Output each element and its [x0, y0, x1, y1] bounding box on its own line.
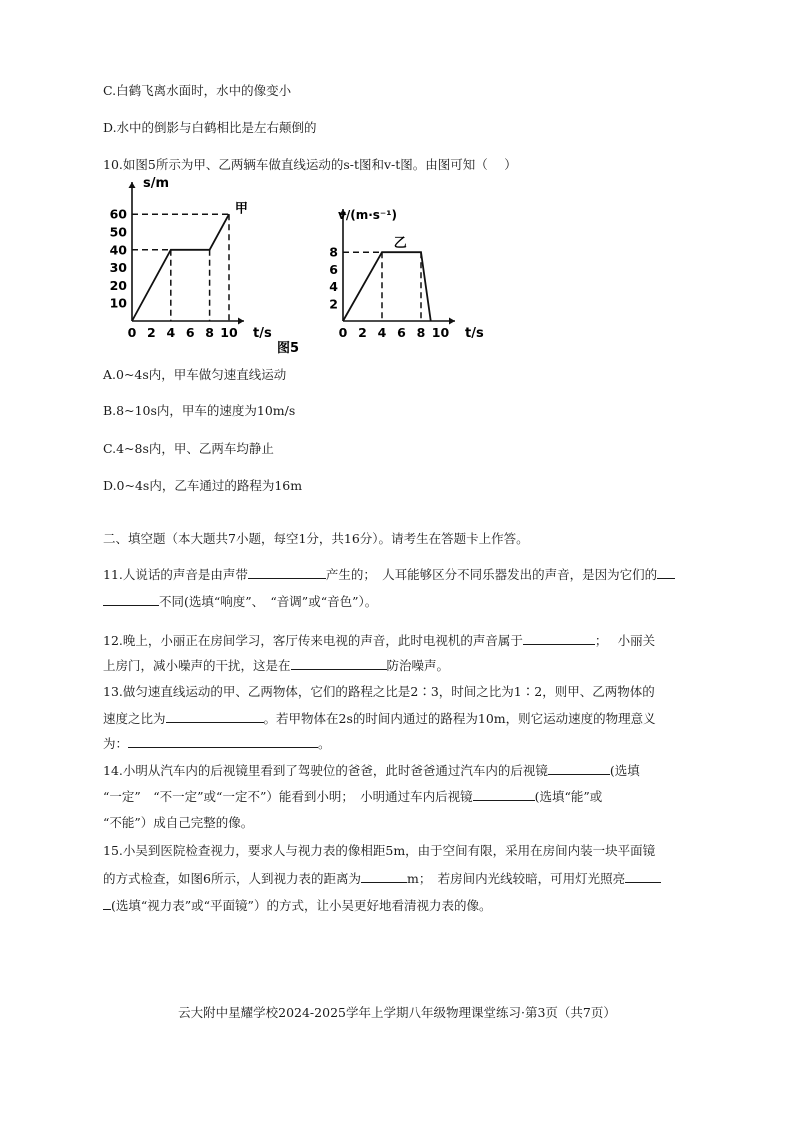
st-y-tick-label: 20	[110, 277, 127, 293]
answer-blank[interactable]	[128, 735, 318, 748]
st-chart	[110, 176, 272, 341]
q13-text-d: 为：	[103, 736, 129, 751]
q10-option-d: D.0~4s内，乙车通过的路程为16m	[103, 478, 303, 493]
vt-x-tick-label: 6	[397, 325, 406, 340]
section-2-heading: 二、填空题（本大题共7小题，每空1分，共16分）。请考生在答题卡上作答。	[103, 531, 529, 546]
q11-text-c: 不同(选填“响度”、 “音调”或“音色”）。	[159, 594, 378, 609]
st-x-tick-label: 2	[147, 325, 156, 340]
answer-blank[interactable]	[361, 870, 407, 883]
q12-text-c: 上房门，减小噪声的干扰，这是在	[103, 658, 291, 673]
page-footer: 云大附中星耀学校2024-2025学年上学期八年级物理课堂练习·第3页（共7页）	[178, 1005, 616, 1020]
st-y-tick-label: 60	[110, 206, 127, 222]
q13-text-b: 速度之比为	[103, 711, 166, 726]
st-x-tick-label: 0	[127, 325, 137, 340]
q11-line-2	[103, 593, 377, 610]
st-x-tick-label: 4	[166, 325, 176, 340]
q10-option-b: B.8~10s内，甲车的速度为10m/s	[103, 403, 296, 418]
st-y-arrow	[129, 182, 136, 188]
st-x-arrow	[238, 318, 244, 325]
vt-x-tick-label: 4	[377, 325, 387, 340]
vt-x-tick-label: 2	[358, 325, 367, 340]
vt-y-tick-label: 6	[329, 261, 338, 277]
answer-blank[interactable]	[523, 632, 595, 645]
vt-series-label: 乙	[393, 236, 407, 252]
st-series-line	[132, 214, 229, 321]
q12-text-d: 防治噪声。	[386, 658, 450, 673]
vt-x-label: t/s	[465, 326, 484, 341]
st-series-label: 甲	[234, 201, 248, 217]
st-y-tick-label: 10	[110, 295, 127, 311]
st-x-tick-label: 10	[220, 325, 238, 340]
q14-line-2	[103, 788, 602, 805]
q12-text-a: 12.晚上，小丽正在房间学习，客厅传来电视的声音，此时电视机的声音属于	[103, 633, 523, 648]
st-y-tick-label: 30	[110, 260, 127, 276]
q11-text-b: 产生的； 人耳能够区分不同乐器发出的声音，是因为它们的	[325, 567, 658, 582]
st-y-tick-label: 40	[110, 242, 127, 258]
st-x-tick-label: 6	[185, 325, 195, 340]
q14-text-d: (选填“能”或	[534, 789, 603, 804]
vt-series-line	[343, 252, 431, 321]
q15-text-c: m； 若房间内光线较暗，可用灯光照亮	[406, 871, 626, 886]
vt-chart	[329, 208, 484, 341]
answer-blank[interactable]	[548, 762, 610, 775]
q12-line-2	[103, 657, 449, 674]
answer-blank[interactable]	[291, 657, 387, 670]
answer-blank[interactable]	[103, 593, 159, 606]
q10-option-a: A.0~4s内，甲车做匀速直线运动	[103, 367, 287, 382]
q15-line-3	[103, 897, 491, 914]
q14-text-a: 14.小明从汽车内的后视镜里看到了驾驶位的爸爸，此时爸爸通过汽车内的后视镜	[103, 763, 548, 778]
q13-text-c: 。若甲物体在2s的时间内通过的路程为10m，则它运动速度的物理意义	[263, 711, 656, 726]
q11-text-a: 11.人说话的声音是由声带	[103, 567, 248, 582]
q13-line-1: 13.做匀速直线运动的甲、乙两物体，它们的路程之比是2∶3，时间之比为1∶2，则甲、乙两物体的	[103, 684, 655, 699]
vt-y-label: v/(m·s⁻¹)	[338, 208, 397, 222]
q15-text-b: 的方式检查，如图6所示，人到视力表的距离为	[103, 871, 361, 886]
answer-blank[interactable]	[248, 566, 326, 579]
vt-x-tick-label: 0	[338, 325, 348, 340]
vt-y-tick-label: 2	[329, 296, 338, 312]
q10-option-c: C.4~8s内，甲、乙两车均静止	[103, 441, 274, 456]
option-c-previous: C.白鹤飞离水面时，水中的像变小	[103, 83, 292, 98]
q11-line-1	[103, 566, 675, 583]
q12-text-b: ； 小丽关	[594, 633, 656, 648]
vt-y-tick-label: 4	[329, 279, 338, 295]
answer-blank[interactable]	[166, 710, 264, 723]
q14-line-3: “不能”）成自己完整的像。	[103, 815, 254, 830]
answer-blank[interactable]	[103, 897, 111, 910]
figure-5	[110, 172, 510, 358]
figure-caption: 图5	[276, 341, 300, 356]
q13-line-2	[103, 710, 656, 727]
st-x-tick-label: 8	[205, 325, 214, 340]
q14-text-b: (选填	[609, 763, 640, 778]
answer-blank[interactable]	[473, 788, 535, 801]
q15-line-1: 15.小吴到医院检查视力，要求人与视力表的像相距5m，由于空间有限，采用在房间内装一块平面镜	[103, 843, 656, 858]
answer-blank[interactable]	[657, 566, 675, 579]
q10-stem: 10.如图5所示为甲、乙两辆车做直线运动的s-t图和v-t图。由图可知（ ）	[103, 157, 517, 172]
st-x-label: t/s	[253, 326, 272, 341]
q15-text-d: (选填“视力表”或“平面镜”）的方式，让小吴更好地看清视力表的像。	[111, 898, 492, 913]
vt-y-tick-label: 8	[329, 244, 338, 260]
q14-line-1	[103, 762, 640, 779]
vt-x-arrow	[449, 318, 455, 325]
vt-x-tick-label: 10	[431, 325, 450, 340]
q13-text-e: 。	[318, 736, 331, 751]
q15-line-2	[103, 870, 661, 887]
answer-blank[interactable]	[625, 870, 661, 883]
q13-line-3	[103, 735, 331, 752]
q12-line-1	[103, 632, 655, 649]
option-d-previous: D.水中的倒影与白鹤相比是左右颠倒的	[103, 120, 317, 135]
vt-x-tick-label: 8	[416, 325, 426, 340]
q14-text-c: “一定” “不一定”或“一定不”）能看到小明； 小明通过车内后视镜	[103, 789, 473, 804]
st-y-tick-label: 50	[110, 224, 127, 240]
st-y-label: s/m	[143, 176, 170, 191]
